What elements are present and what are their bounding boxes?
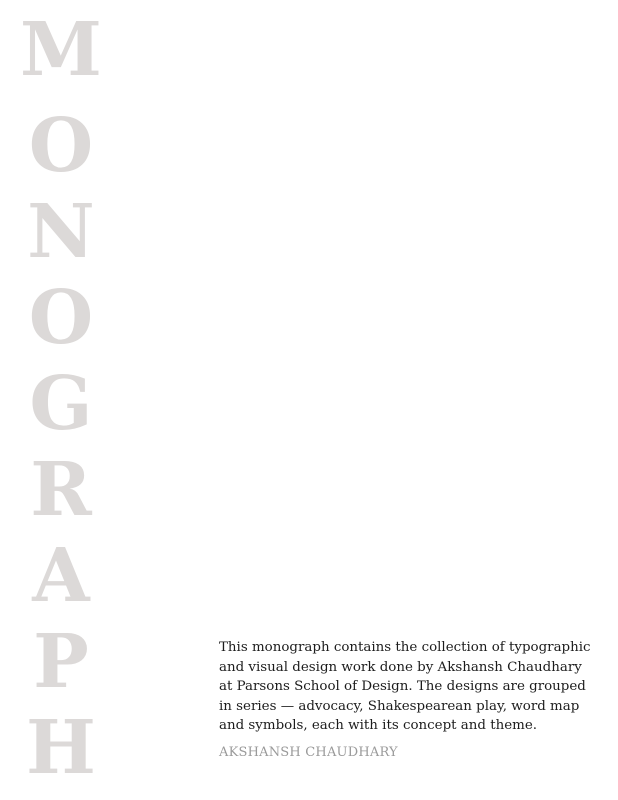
title-letter-p: P <box>33 619 89 705</box>
title-letter-m: M <box>20 7 102 93</box>
title-letter-g: G <box>29 361 93 447</box>
description-paragraph: This monograph contains the collection of typographic and visual design work done by Akshansh Chaudhary at Parsons School of Design. The designs are grouped in series — advocacy, Shakespearean play, word map and symbols, each with its concept and theme. <box>219 640 591 734</box>
title-letter-o: O <box>28 275 94 361</box>
title-letter-n: N <box>27 189 95 275</box>
title-letter-o: O <box>28 103 94 189</box>
title-letter-r: R <box>30 447 92 533</box>
vertical-title <box>0 7 122 791</box>
author-name: AKSHANSH CHAUDHARY <box>219 745 398 760</box>
title-letter-a: A <box>32 533 90 619</box>
title-letter-h: H <box>26 705 96 791</box>
